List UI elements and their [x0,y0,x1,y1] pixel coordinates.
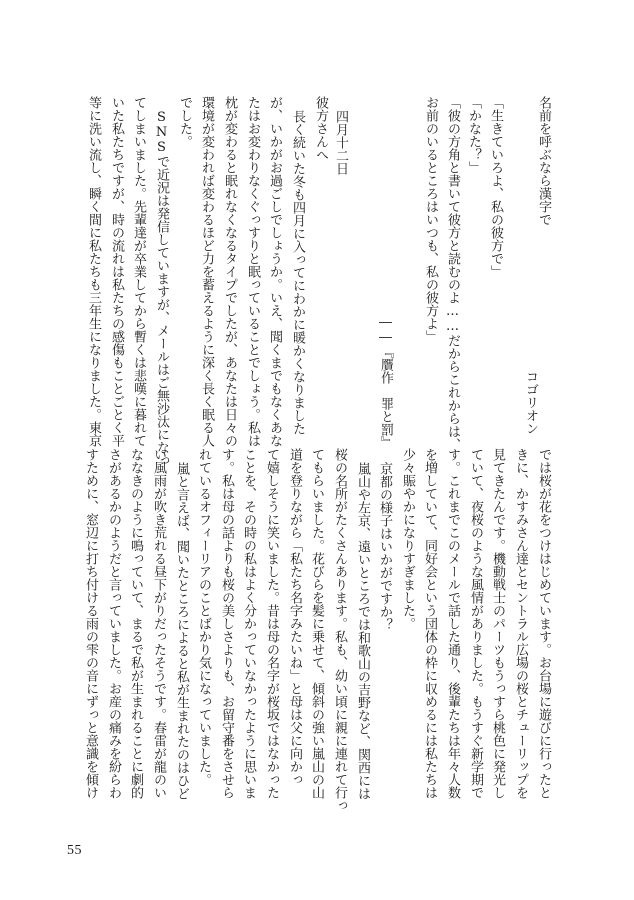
letter-line: 京都の様子はいかがですか？ [377,462,392,631]
letter-line: 等に洗い流し、瞬く間に私たちも三年生になりました。東京 [86,96,101,447]
letter-line: てしまいました。先輩達が卒業してから暫くは悲嘆に暮れて [131,96,146,447]
epigraph-line: 「彼の方角と書いて彼方と読むのよ……だからこれからは、 [445,96,460,451]
letter-salutation: 彼方さんへ [313,96,328,161]
letter-line: れているオフィーリアのことばかり気になっていました。 [196,448,211,786]
letter-line: さがあるかのようだと言っていました。お産の痛みを紛らわ [106,448,121,799]
letter-line: てもらいました。花びらを髪に乗せて、傾斜の強い嵐山の山 [309,448,324,799]
letter-line: を増していて、同好会という団体の枠に収めるには私たちは [422,448,437,799]
epigraph-line: 「生きていろよ、私の彼方で」 [488,96,503,278]
letter-line: 環境が変われば変わるほど力を蓄えるように深く長く眠る人 [199,96,214,447]
letter-line: 枕が変わると眠れなくなるタイプでしたが、あなたは日々の [222,96,237,447]
letter-date: 四月十二日 [333,110,348,175]
letter-line: い風雨が吹き荒れる昼下がりだったそうです。春雷が龍のい [151,448,166,799]
letter-line: 長く続いた冬も四月に入ってにわかに暖かくなりました [290,110,305,435]
letter-line: 道を登りながら「私たち名字みたいね」と母は父に向かっ [287,448,302,786]
epigraph-attribution: ――『贋作 罪と罰』 [378,315,393,449]
story-title: 名前を呼ぶなら漢字で [536,96,551,226]
letter-line: 桜の名所がたくさんあります。私も、幼い頃に親に連れて行っ [332,448,347,812]
letter-line: でした。 [177,96,192,148]
letter-line: すために、窓辺に打ち付ける雨の雫の音にずっと意識を傾け [83,448,98,799]
letter-line: す。私は母の話よりも桜の美しさよりも、お留守番をさせら [219,448,234,799]
letter-line: て嬉しそうに笑いました。昔は母の名字が桜坂ではなかった [264,448,279,799]
page-number: 55 [67,843,82,858]
letter-line: 少々賑やかになりすぎました。 [400,448,415,630]
letter-line: きに、かすみさん達とセントラル広場の桜とチューリップを [513,448,528,799]
letter-line: 嵐と言えば、聞いたところによると私が生まれたのはひど [174,462,189,800]
epigraph-line: お前のいるところはいつも、私の彼方よ」 [423,96,438,343]
letter-line: 見てきたんです。機動戦士のパーツもうっすら桃色に発光し [490,448,505,799]
letter-line: す。これまでこのメールで話した通り、後輩たちは年々人数 [445,448,460,799]
author-name: コゴリオン [523,370,538,435]
letter-line: ことを、その時の私はよく分かっていなかったように思いま [241,448,256,799]
letter-line: ななきのように鳴っていて、まるで私が生まれることに劇的 [128,448,143,799]
epigraph-line: 「かなた？」 [466,96,481,174]
letter-line: では桜が花をつけはじめています。お台場に遊びに行ったと [536,448,551,799]
letter-line: ていて、夜桜のような風情がありました。もうすぐ新学期で [468,448,483,799]
letter-line: たはお変わりなくぐっすりと眠っていることでしょう。私は [245,96,260,447]
letter-line: 嵐山や左京、遠いところでは和歌山の吉野など、関西には [355,462,370,800]
letter-line: SNSで近況は発信していますが、メールはご無沙汰になっ [154,110,169,467]
letter-line: いた私たちですが、時の流れは私たちの感傷もことごとく平 [109,96,124,447]
letter-line: が、いかがお過ごしでしょうか。いえ、聞くまでもなくあな [267,96,282,447]
